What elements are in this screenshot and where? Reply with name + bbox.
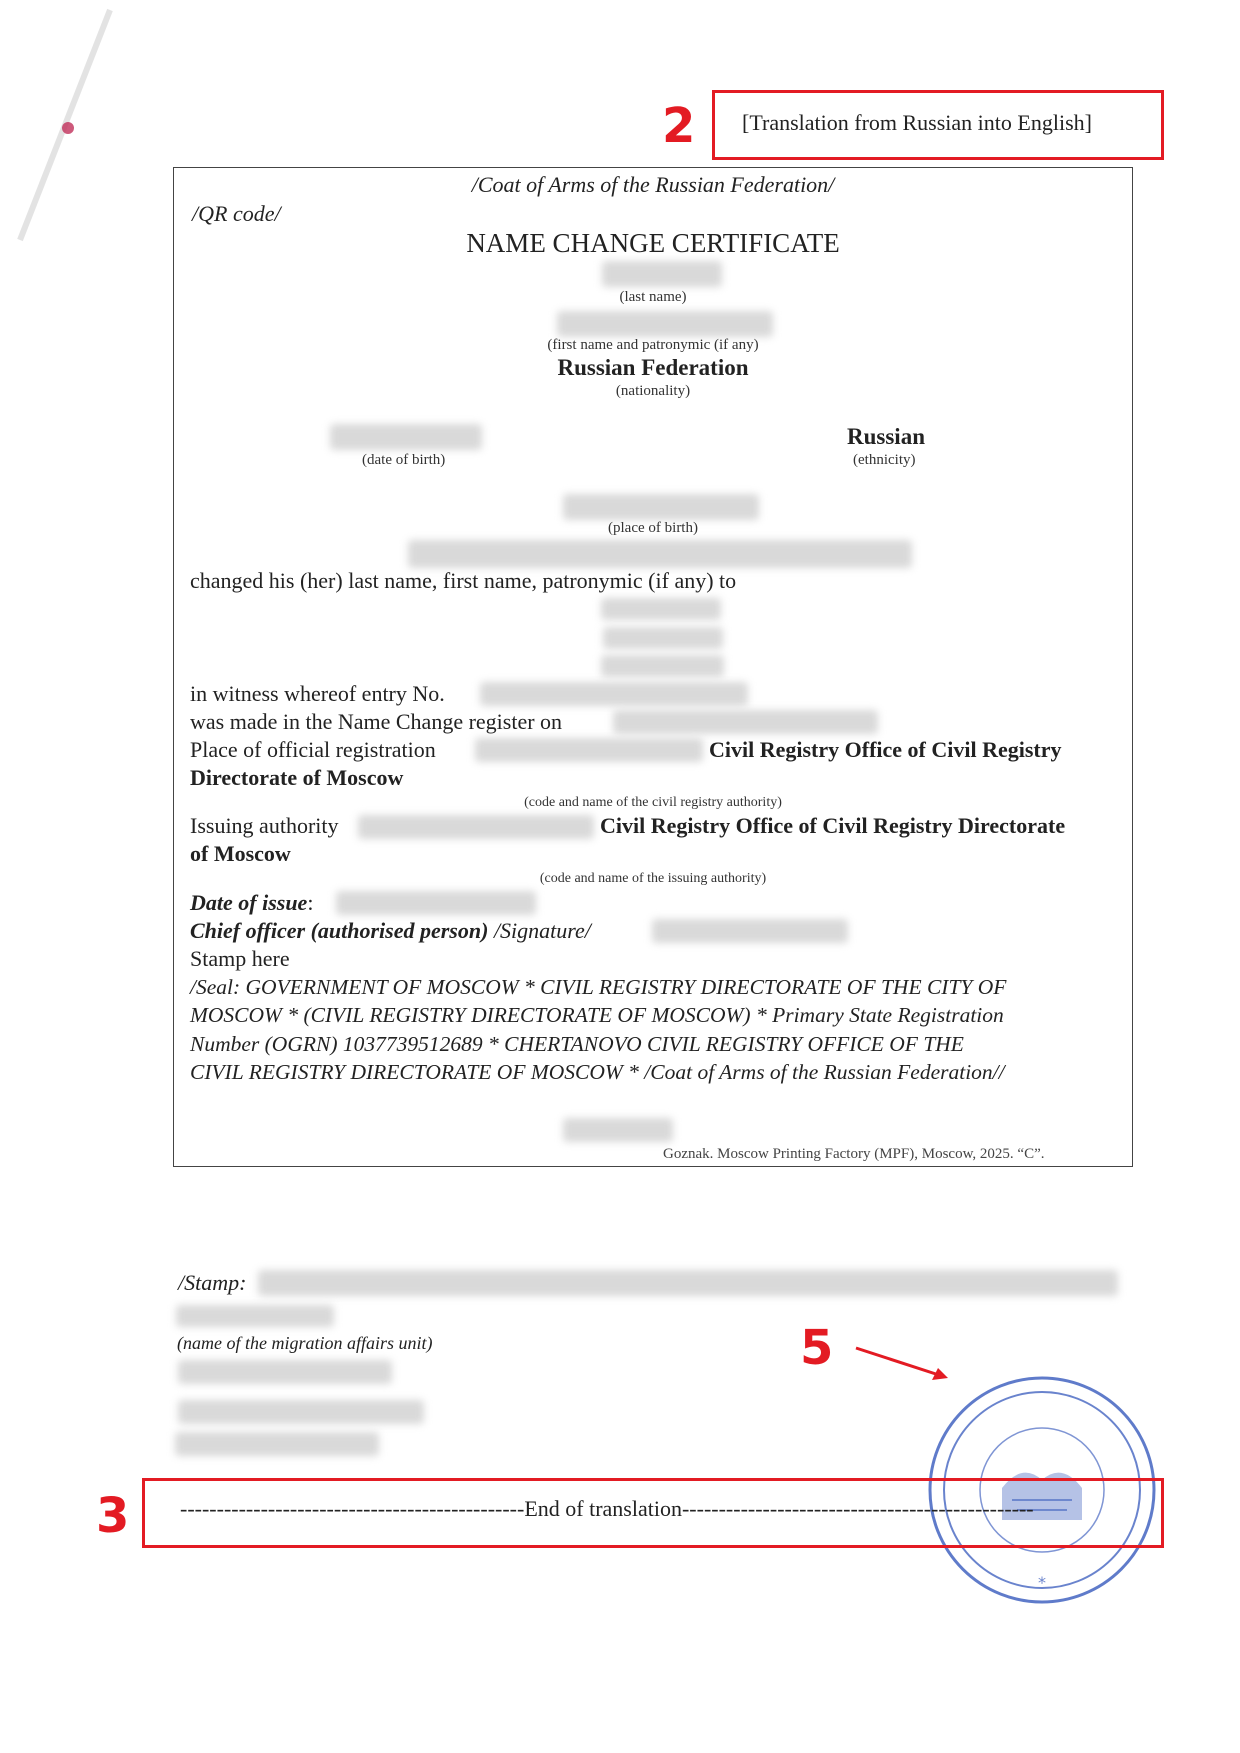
redacted-officer-1 (178, 1360, 392, 1384)
redacted-place-of-birth (563, 494, 759, 520)
nationality-value: Russian Federation (557, 355, 749, 380)
register-text: was made in the Name Change register on (190, 709, 563, 734)
annotation-marker-2: 2 (662, 98, 696, 154)
date-of-issue-label: Date of issue (190, 890, 308, 915)
seal-text-line-1: /Seal: GOVERNMENT OF MOSCOW * CIVIL REGISTRY DIRECTORATE OF THE CITY OF (190, 975, 1007, 999)
qr-code-note: /QR code/ (192, 201, 281, 226)
coat-of-arms-note: /Coat of Arms of the Russian Federation/ (471, 172, 835, 197)
redacted-date-of-birth (330, 424, 482, 450)
witness-text: in witness whereof entry No. (190, 681, 445, 706)
redacted-officer-3 (175, 1432, 379, 1456)
nationality-label: (nationality) (615, 383, 691, 399)
redacted-officer-name (652, 919, 848, 943)
redacted-previous-name (408, 540, 912, 568)
redacted-first-name (557, 311, 773, 337)
last-name-label: (last name) (619, 289, 687, 305)
place-of-registration-value: Civil Registry Office of Civil Registry (709, 737, 1062, 762)
redacted-unit-code (176, 1305, 334, 1327)
migration-unit-label: (name of the migration affairs unit) (177, 1333, 433, 1353)
ethnicity-value: Russian (847, 424, 925, 449)
redacted-date-of-issue (336, 891, 536, 915)
seal-text-line-4: CIVIL REGISTRY DIRECTORATE OF MOSCOW * /Coat of Arms of the Russian Federation// (190, 1060, 1005, 1084)
translation-note: [Translation from Russian into English] (742, 110, 1092, 135)
date-of-issue-colon: : (307, 890, 314, 915)
code-authority-label: (code and name of the civil registry authority) (524, 795, 782, 810)
seal-text-line-2: MOSCOW * (CIVIL REGISTRY DIRECTORATE OF MOSCOW) * Primary State Registration (190, 1003, 1004, 1027)
redacted-new-last-name (601, 598, 721, 620)
redacted-last-name (602, 261, 722, 287)
redacted-entry-number (480, 682, 748, 706)
issuing-authority-value: Civil Registry Office of Civil Registry Directorate (600, 813, 1066, 838)
place-of-birth-label: (place of birth) (608, 520, 698, 536)
stamp-here-text: Stamp here (190, 946, 290, 971)
redacted-form-number (563, 1118, 673, 1142)
redacted-register-date (613, 710, 878, 734)
stamp-label: /Stamp: (178, 1270, 247, 1295)
svg-text:*: * (1038, 1573, 1046, 1592)
place-of-registration-value-cont: Directorate of Moscow (190, 765, 404, 790)
place-of-registration-label: Place of official registration (190, 737, 436, 762)
redacted-issuing-code (358, 815, 594, 839)
redacted-registration-code (475, 738, 703, 762)
chief-officer-label: Chief officer (authorised person) (190, 918, 489, 943)
ethnicity-label: (ethnicity) (853, 452, 916, 468)
signature-note: /Signature/ (493, 918, 591, 943)
issuing-authority-value-cont: of Moscow (190, 841, 291, 866)
seal-text-line-3: Number (OGRN) 1037739512689 * CHERTANOVO CIVIL REGISTRY OFFICE OF THE (190, 1032, 964, 1056)
redacted-new-patronymic (601, 655, 724, 677)
changed-name-text: changed his (her) last name, first name, patronymic (if any) to (190, 568, 737, 593)
code-issuing-label: (code and name of the issuing authority) (539, 871, 767, 886)
page-crease (0, 0, 140, 260)
date-of-birth-label: (date of birth) (362, 452, 446, 468)
printer-note: Goznak. Moscow Printing Factory (MPF), Moscow, 2025. “C”. (663, 1146, 1045, 1162)
issuing-authority-label: Issuing authority (190, 813, 339, 838)
annotation-marker-3: 3 (96, 1488, 130, 1544)
end-of-translation: -----------------------------------------------End of translation------------------------------------------------ (180, 1496, 1034, 1521)
redacted-new-first-name (603, 627, 723, 649)
annotation-marker-5: 5 (800, 1320, 834, 1376)
redacted-stamp-text (258, 1270, 1118, 1296)
certificate-title: NAME CHANGE CERTIFICATE (466, 228, 840, 258)
first-name-label: (first name and patronymic (if any) (547, 337, 759, 353)
redacted-officer-2 (178, 1400, 424, 1424)
